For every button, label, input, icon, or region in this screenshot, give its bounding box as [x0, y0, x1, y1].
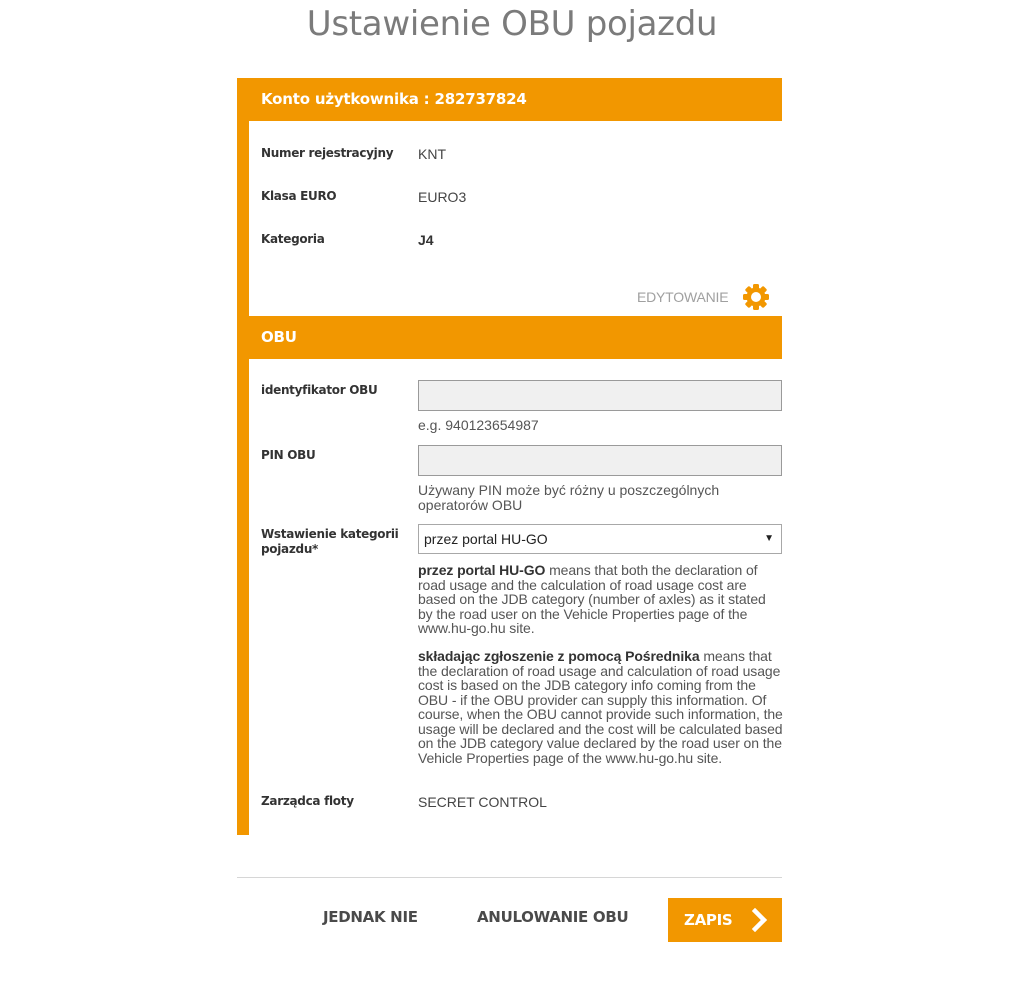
euro-class-label: Klasa EURO: [261, 189, 337, 203]
intermediary-option-description: [418, 649, 784, 765]
vehicle-category-select[interactable]: [418, 524, 782, 554]
chevron-right-icon: [750, 908, 770, 932]
intermediary-option-name: składając zgłoszenie z pomocą Pośrednika: [418, 648, 700, 664]
registration-number-label: Numer rejestracyjny: [261, 146, 394, 160]
back-button[interactable]: JEDNAK NIE: [323, 908, 418, 926]
fleet-manager-value: SECRET CONTROL: [418, 794, 547, 810]
dropdown-arrow-icon: ▼: [764, 533, 774, 544]
obu-id-input[interactable]: [418, 380, 782, 411]
obu-id-hint: e.g. 940123654987: [418, 417, 539, 433]
vehicle-category-selected: przez portal HU-GO: [424, 531, 548, 547]
vehicle-obu-panel: [237, 78, 782, 835]
euro-class-value: EURO3: [418, 189, 467, 205]
portal-option-text: means that both the declaration of road usage and the calculation of road usage cost are based on the JDB category (number of axles) as it stated by the road user on the Vehicle Properties page of the www.hu-go.hu site.: [418, 562, 766, 636]
obu-header: OBU: [237, 316, 782, 359]
save-button[interactable]: [668, 898, 782, 942]
obu-id-label: identyfikator OBU: [261, 383, 378, 397]
obu-pin-hint: Używany PIN może być różny u poszczególnych operatorów OBU: [418, 482, 720, 513]
cancel-obu-button[interactable]: ANULOWANIE OBU: [477, 908, 629, 926]
intermediary-option-text: means that the declaration of road usage and calculation of road usage cost is based on the JDB category info coming from the OBU - if the OBU provider can supply this information. Of course, when the OBU cannot provide such information, the usage will be declared and the cost will be calculated based on the JDB category value declared by the road user on the Vehicle Properties page of the www.hu-go.hu site.: [418, 648, 783, 766]
footer-divider: [237, 877, 782, 878]
edit-button[interactable]: [637, 283, 770, 311]
edit-label: EDYTOWANIE: [637, 289, 729, 305]
category-value: J4: [418, 232, 434, 248]
obu-pin-label: PIN OBU: [261, 448, 316, 462]
fleet-manager-label: Zarządca floty: [261, 794, 354, 808]
portal-option-name: przez portal HU-GO: [418, 562, 546, 578]
obu-pin-input[interactable]: [418, 445, 782, 476]
portal-option-description: [418, 563, 784, 636]
page-title: Ustawienie OBU pojazdu: [306, 4, 718, 44]
category-label: Kategoria: [261, 232, 325, 246]
gear-icon: [742, 283, 770, 311]
registration-number-value: KNT: [418, 146, 446, 162]
vehicle-category-label: Wstawienie kategorii pojazdu*: [261, 527, 399, 556]
save-label: ZAPIS: [684, 911, 733, 929]
account-header: Konto użytkownika : 282737824: [237, 78, 782, 121]
